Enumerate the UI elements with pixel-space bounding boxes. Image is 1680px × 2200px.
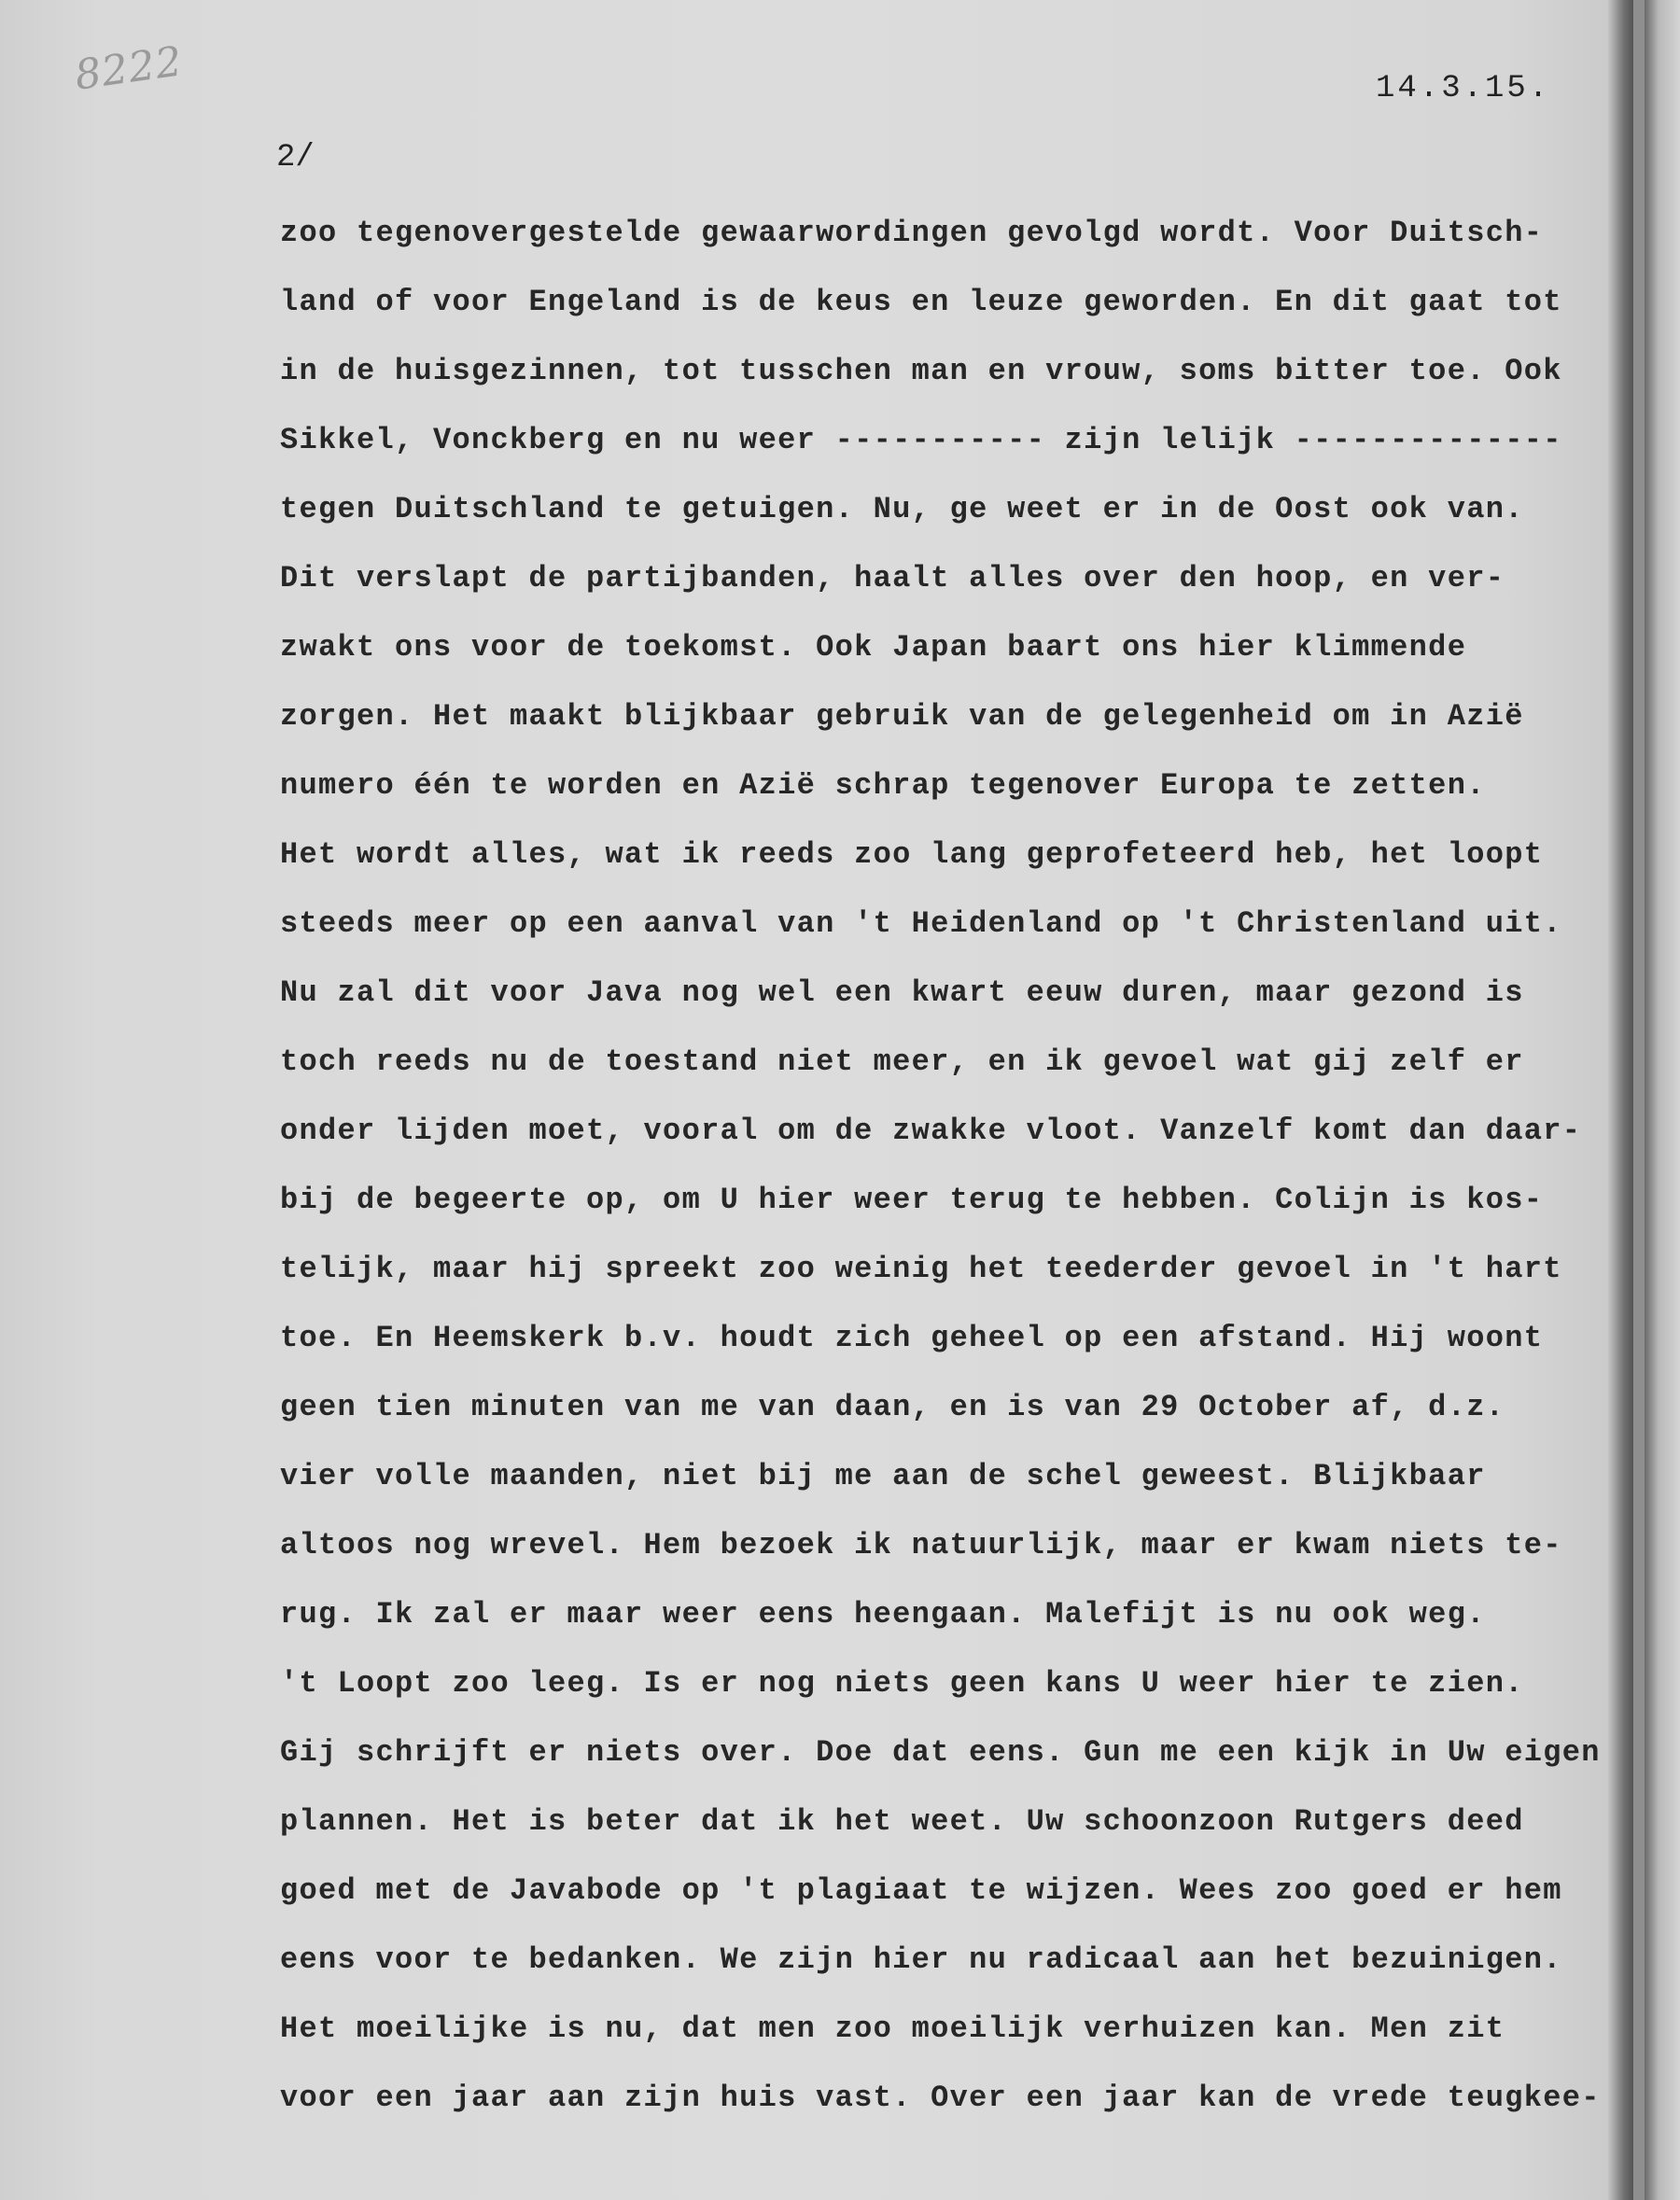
letter-body [280,207,1633,2141]
archive-number: 8222 [72,37,186,100]
text-line: steeds meer op een aanval van 't Heidenland op 't Christenland uit. [280,906,1562,941]
text-line: toe. En Heemskerk b.v. houdt zich geheel op een afstand. Hij woont [280,1321,1544,1355]
text-line: Sikkel, Vonckberg en nu weer ----------- zijn lelijk -------------- [280,423,1562,457]
text-line: zoo tegenovergestelde gewaarwordingen gevolgd wordt. Voor Duitsch- [280,216,1544,250]
text-line: Gij schrijft er niets over. Doe dat eens. Gun me een kijk in Uw eigen [280,1735,1601,1770]
text-line: voor een jaar aan zijn huis vast. Over een jaar kan de vrede teugkee- [280,2081,1601,2115]
text-line: 't Loopt zoo leeg. Is er nog niets geen kans U weer hier te zien. [280,1666,1524,1701]
page-edge-shadow [1607,0,1633,2200]
text-line: onder lijden moet, vooral om de zwakke vloot. Vanzelf komt dan daar- [280,1114,1582,1148]
page-number: 2/ [276,140,315,175]
text-line: numero één te worden en Azië schrap tegenover Europa te zetten. [280,768,1486,803]
text-line: telijk, maar hij spreekt zoo weinig het teederder gevoel in 't hart [280,1252,1562,1286]
text-line: Het moeilijke is nu, dat men zoo moeilijk verhuizen kan. Men zit [280,2011,1505,2046]
text-line: eens voor te bedanken. We zijn hier nu radicaal aan het bezuinigen. [280,1942,1562,1977]
text-line: altoos nog wrevel. Hem bezoek ik natuurlijk, maar er kwam niets te- [280,1528,1562,1562]
letter-date: 14.3.15. [1376,71,1551,106]
text-line: Het wordt alles, wat ik reeds zoo lang geprofeteerd heb, het loopt [280,837,1544,872]
text-line: tegen Duitschland te getuigen. Nu, ge weet er in de Oost ook van. [280,492,1524,526]
text-line: plannen. Het is beter dat ik het weet. Uw schoonzoon Rutgers deed [280,1804,1524,1839]
text-line: rug. Ik zal er maar weer eens heengaan. Malefijt is nu ook weg. [280,1597,1486,1632]
text-line: Dit verslapt de partijbanden, haalt alles over den hoop, en ver- [280,561,1505,596]
text-line: toch reeds nu de toestand niet meer, en ik gevoel wat gij zelf er [280,1044,1524,1079]
text-line: bij de begeerte op, om U hier weer terug te hebben. Colijn is kos- [280,1183,1544,1217]
text-line: zwakt ons voor de toekomst. Ook Japan baart ons hier klimmende [280,630,1467,665]
text-line: zorgen. Het maakt blijkbaar gebruik van de gelegenheid om in Azië [280,699,1524,734]
text-line: land of voor Engeland is de keus en leuze geworden. En dit gaat tot [280,285,1562,319]
binding-edge [1645,0,1680,2200]
text-line: vier volle maanden, niet bij me aan de schel geweest. Blijkbaar [280,1459,1486,1493]
text-line: geen tien minuten van me van daan, en is van 29 October af, d.z. [280,1390,1505,1424]
text-line: Nu zal dit voor Java nog wel een kwart eeuw duren, maar gezond is [280,975,1524,1010]
text-line: goed met de Javabode op 't plagiaat te wijzen. Wees zoo goed er hem [280,1873,1562,1908]
text-line: in de huisgezinnen, tot tusschen man en vrouw, soms bitter toe. Ook [280,354,1562,388]
